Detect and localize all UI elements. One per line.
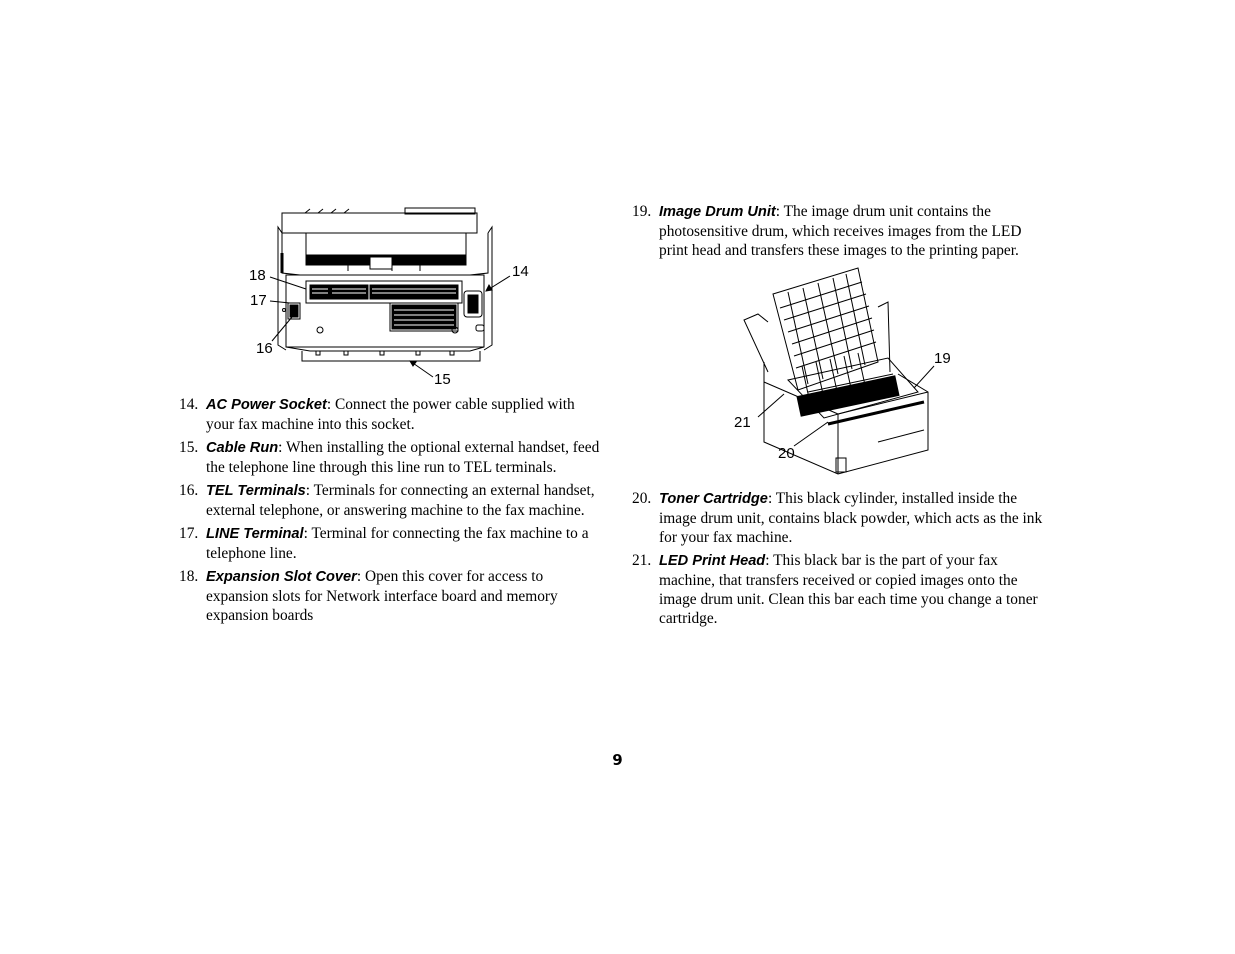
list-item	[179, 567, 604, 625]
callout-14: 14	[512, 263, 529, 280]
item-description: : Terminals for connecting an external handset, external telephone, or answering machine to the fax machine.	[206, 482, 595, 519]
item-number: 17.	[179, 525, 199, 542]
item-term: AC Power Socket	[206, 397, 327, 413]
item-number: 21.	[632, 552, 652, 569]
item-number: 14.	[179, 396, 199, 413]
callout-19: 19	[934, 350, 951, 367]
list-item	[179, 395, 604, 434]
item-number: 18.	[179, 568, 199, 585]
callout-21: 21	[734, 414, 751, 431]
callout-20: 20	[778, 445, 795, 462]
item-description: : This black bar is the part of your fax machine, that transfers received or copied images onto the image drum unit. Clean this bar each time you change a toner cartridge.	[659, 552, 1038, 627]
callout-17: 17	[250, 292, 267, 309]
item-description: : Open this cover for access to expansion slots for Network interface board and memory expansion boards	[206, 568, 558, 624]
callout-15: 15	[434, 371, 451, 388]
item-description: : This black cylinder, installed inside the image drum unit, contains black powder, which acts as the ink for your fax machine.	[659, 490, 1043, 546]
item-description: : When installing the optional external handset, feed the telephone line through this line run to TEL terminals.	[206, 439, 600, 476]
item-description: : The image drum unit contains the photosensitive drum, which receives images from the LED print head and transfers these images to the printing paper.	[659, 203, 1022, 259]
fax-back-view-figure	[240, 205, 540, 390]
fax-open-view-figure	[728, 262, 968, 482]
list-item	[179, 524, 604, 563]
item-term: Expansion Slot Cover	[206, 569, 357, 585]
list-item	[179, 481, 604, 520]
parts-list-right-bottom	[632, 489, 1052, 632]
item-term: TEL Terminals	[206, 483, 306, 499]
item-term: LINE Terminal	[206, 526, 304, 542]
item-number: 16.	[179, 482, 199, 499]
list-item	[632, 202, 1052, 260]
list-item	[632, 551, 1052, 628]
callout-16: 16	[256, 340, 273, 357]
item-description: : Terminal for connecting the fax machine to a telephone line.	[206, 525, 589, 562]
item-term: Toner Cartridge	[659, 491, 768, 507]
item-term: Cable Run	[206, 440, 279, 456]
page-number: 9	[612, 751, 623, 769]
item-term: Image Drum Unit	[659, 204, 776, 220]
list-item	[632, 489, 1052, 547]
item-term: LED Print Head	[659, 553, 766, 569]
item-number: 20.	[632, 490, 652, 507]
list-item	[179, 438, 604, 477]
parts-list-left	[179, 395, 604, 629]
item-number: 15.	[179, 439, 199, 456]
item-number: 19.	[632, 203, 652, 220]
parts-list-right-top	[632, 202, 1052, 264]
item-description: : Connect the power cable supplied with your fax machine into this socket.	[206, 396, 575, 433]
callout-18: 18	[249, 267, 266, 284]
